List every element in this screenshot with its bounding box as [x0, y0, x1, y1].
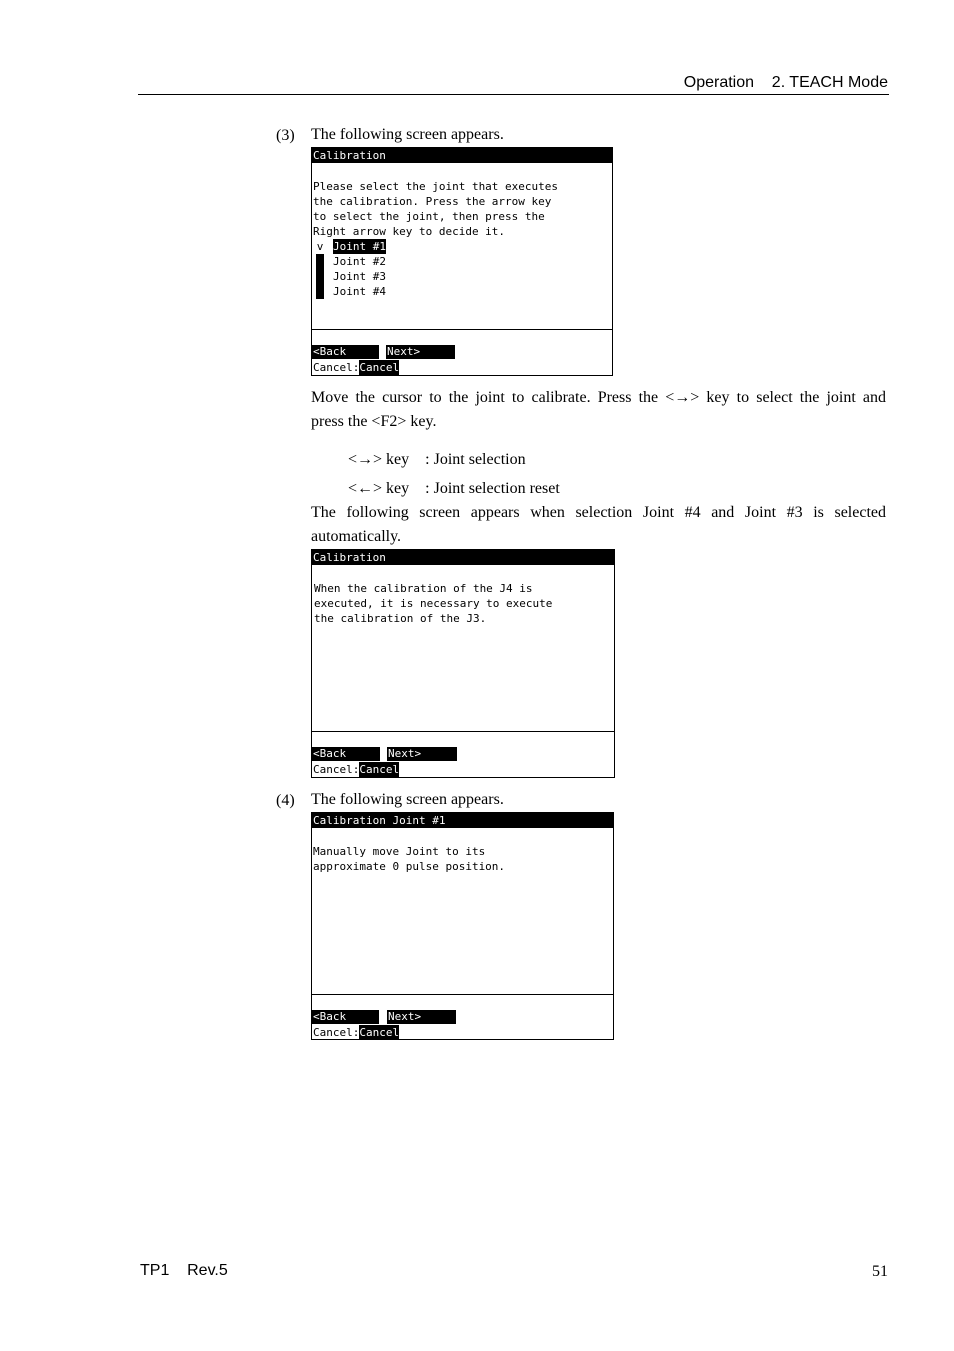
screen-divider [312, 329, 612, 330]
cancel-prefix: Cancel: [313, 361, 360, 374]
cancel-prefix: Cancel: [313, 763, 360, 776]
message-line: the calibration. Press the arrow key [313, 195, 552, 208]
auto-selection-line-1: The following screen appears when selection Joint #4 and Joint #3 is selected [311, 504, 886, 521]
joint-option-1[interactable] [333, 239, 386, 254]
screen-divider [312, 731, 614, 732]
calibration-screen-joint-select [311, 147, 613, 376]
message-line: the calibration of the J3. [314, 612, 487, 625]
cancel-row [313, 1025, 399, 1040]
joint-option-4[interactable]: Joint #4 [333, 285, 386, 298]
next-button[interactable]: Next> [387, 747, 457, 761]
message-line: When the calibration of the J4 is [314, 582, 533, 595]
back-button[interactable]: <Back [312, 345, 379, 359]
message-line: Manually move Joint to its [313, 845, 486, 858]
running-header: Operation 2. TEACH Mode [683, 74, 888, 91]
joint-option-3[interactable]: Joint #3 [333, 270, 386, 283]
screen-title: Calibration Joint #1 [312, 813, 613, 828]
instruction-line-2: press the <F2> key. [311, 413, 437, 430]
back-button[interactable]: <Back [312, 1010, 379, 1024]
message-line: executed, it is necessary to execute [314, 597, 553, 610]
key-joint-selection: <→> key : Joint selection [348, 451, 526, 468]
step-number-4: (4) [276, 792, 295, 809]
key-joint-selection-reset: <←> key : Joint selection reset [348, 480, 560, 497]
calibration-screen-j4-notice [311, 549, 615, 778]
cancel-button[interactable]: Cancel [359, 763, 400, 776]
message-line: Right arrow key to decide it. [313, 225, 506, 238]
message-line: to select the joint, then press the [313, 210, 545, 223]
joint-option-label: Joint #1 [333, 240, 386, 253]
step-3-text: The following screen appears. [311, 126, 504, 143]
next-button[interactable]: Next> [387, 1010, 456, 1024]
manual-revision: TP1 Rev.5 [140, 1262, 228, 1279]
page-number: 51 [872, 1263, 888, 1280]
cancel-prefix: Cancel: [313, 1026, 360, 1039]
cancel-button[interactable]: Cancel [359, 1026, 400, 1039]
cancel-row [313, 762, 399, 777]
screen-title: Calibration [312, 550, 614, 565]
auto-selection-line-2: automatically. [311, 528, 402, 545]
screen-title: Calibration [312, 148, 612, 163]
joint-selection-column [316, 254, 324, 299]
step-4-text: The following screen appears. [311, 791, 504, 808]
screen-divider [312, 994, 613, 995]
joint-option-2[interactable]: Joint #2 [333, 255, 386, 268]
next-button[interactable]: Next> [386, 345, 455, 359]
cancel-row [313, 360, 399, 375]
check-mark: v [316, 240, 324, 253]
message-line: approximate 0 pulse position. [313, 860, 506, 873]
instruction-line-1: Move the cursor to the joint to calibrate. Press the <→> key to select the joint and [311, 389, 886, 406]
message-line: Please select the joint that executes [313, 180, 559, 193]
calibration-screen-joint-1 [311, 812, 614, 1040]
header-rule [138, 94, 889, 95]
back-button[interactable]: <Back [312, 747, 380, 761]
cancel-button[interactable]: Cancel [359, 361, 400, 374]
step-number-3: (3) [276, 127, 295, 144]
